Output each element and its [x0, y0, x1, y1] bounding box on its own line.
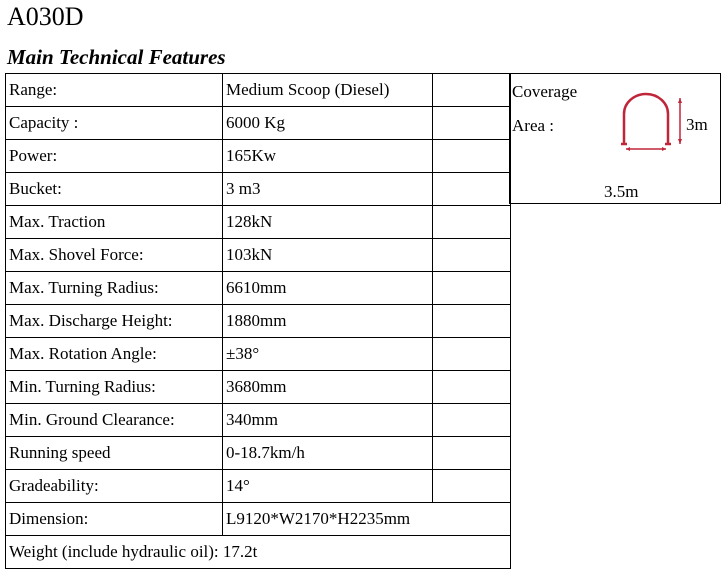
- spec-value: 3 m3: [223, 173, 433, 206]
- spec-value: 103kN: [223, 239, 433, 272]
- spec-value: 1880mm: [223, 305, 433, 338]
- spec-empty-cell: [433, 404, 511, 437]
- spec-empty-cell: [433, 74, 511, 107]
- spec-empty-cell: [433, 338, 511, 371]
- spec-table: [5, 73, 511, 569]
- spec-label: Dimension:: [6, 503, 223, 536]
- spec-row: [6, 140, 511, 173]
- spec-value: 128kN: [223, 206, 433, 239]
- spec-label: Running speed: [6, 437, 223, 470]
- tunnel-profile-icon: [618, 92, 688, 152]
- spec-empty-cell: [433, 272, 511, 305]
- spec-value: 6610mm: [223, 272, 433, 305]
- spec-label: Max. Rotation Angle:: [6, 338, 223, 371]
- spec-empty-cell: [433, 305, 511, 338]
- spec-row: [6, 437, 511, 470]
- spec-label: Gradeability:: [6, 470, 223, 503]
- coverage-box: [509, 73, 721, 204]
- spec-label: Max. Discharge Height:: [6, 305, 223, 338]
- spec-value: Medium Scoop (Diesel): [223, 74, 433, 107]
- spec-empty-cell: [433, 107, 511, 140]
- spec-empty-cell: [433, 239, 511, 272]
- spec-empty-cell: [433, 470, 511, 503]
- spec-value: 340mm: [223, 404, 433, 437]
- weight-row: [6, 536, 511, 569]
- spec-row: [6, 239, 511, 272]
- coverage-label: Coverage: [512, 82, 578, 101]
- spec-value: 3680mm: [223, 371, 433, 404]
- spec-label: Bucket:: [6, 173, 223, 206]
- spec-row: [6, 305, 511, 338]
- coverage-area-label: Area :: [512, 116, 555, 135]
- spec-row: [6, 74, 511, 107]
- spec-label: Min. Turning Radius:: [6, 371, 223, 404]
- page-title: A030D: [7, 2, 84, 31]
- spec-label: Power:: [6, 140, 223, 173]
- spec-label: Min. Ground Clearance:: [6, 404, 223, 437]
- spec-label: Range:: [6, 74, 223, 107]
- spec-empty-cell: [433, 206, 511, 239]
- spec-empty-cell: [433, 140, 511, 173]
- spec-value: 165Kw: [223, 140, 433, 173]
- spec-empty-cell: [433, 173, 511, 206]
- spec-row: [6, 206, 511, 239]
- spec-row: [6, 371, 511, 404]
- spec-row: [6, 272, 511, 305]
- section-heading: Main Technical Features: [7, 45, 226, 69]
- spec-row: [6, 173, 511, 206]
- spec-label: Max. Traction: [6, 206, 223, 239]
- spec-empty-cell: [433, 437, 511, 470]
- spec-label: Max. Turning Radius:: [6, 272, 223, 305]
- spec-row: [6, 107, 511, 140]
- spec-row: [6, 470, 511, 503]
- spec-label: Capacity :: [6, 107, 223, 140]
- coverage-width: 3.5m: [604, 182, 639, 201]
- weight-cell: Weight (include hydraulic oil): 17.2t: [6, 536, 511, 569]
- spec-value: 6000 Kg: [223, 107, 433, 140]
- spec-label: Max. Shovel Force:: [6, 239, 223, 272]
- spec-value: 14°: [223, 470, 433, 503]
- spec-value: 0-18.7km/h: [223, 437, 433, 470]
- coverage-height: 3m: [686, 115, 708, 134]
- spec-value: L9120*W2170*H2235mm: [223, 503, 511, 536]
- spec-row: [6, 503, 511, 536]
- spec-row: [6, 404, 511, 437]
- spec-value: ±38°: [223, 338, 433, 371]
- spec-empty-cell: [433, 371, 511, 404]
- spec-row: [6, 338, 511, 371]
